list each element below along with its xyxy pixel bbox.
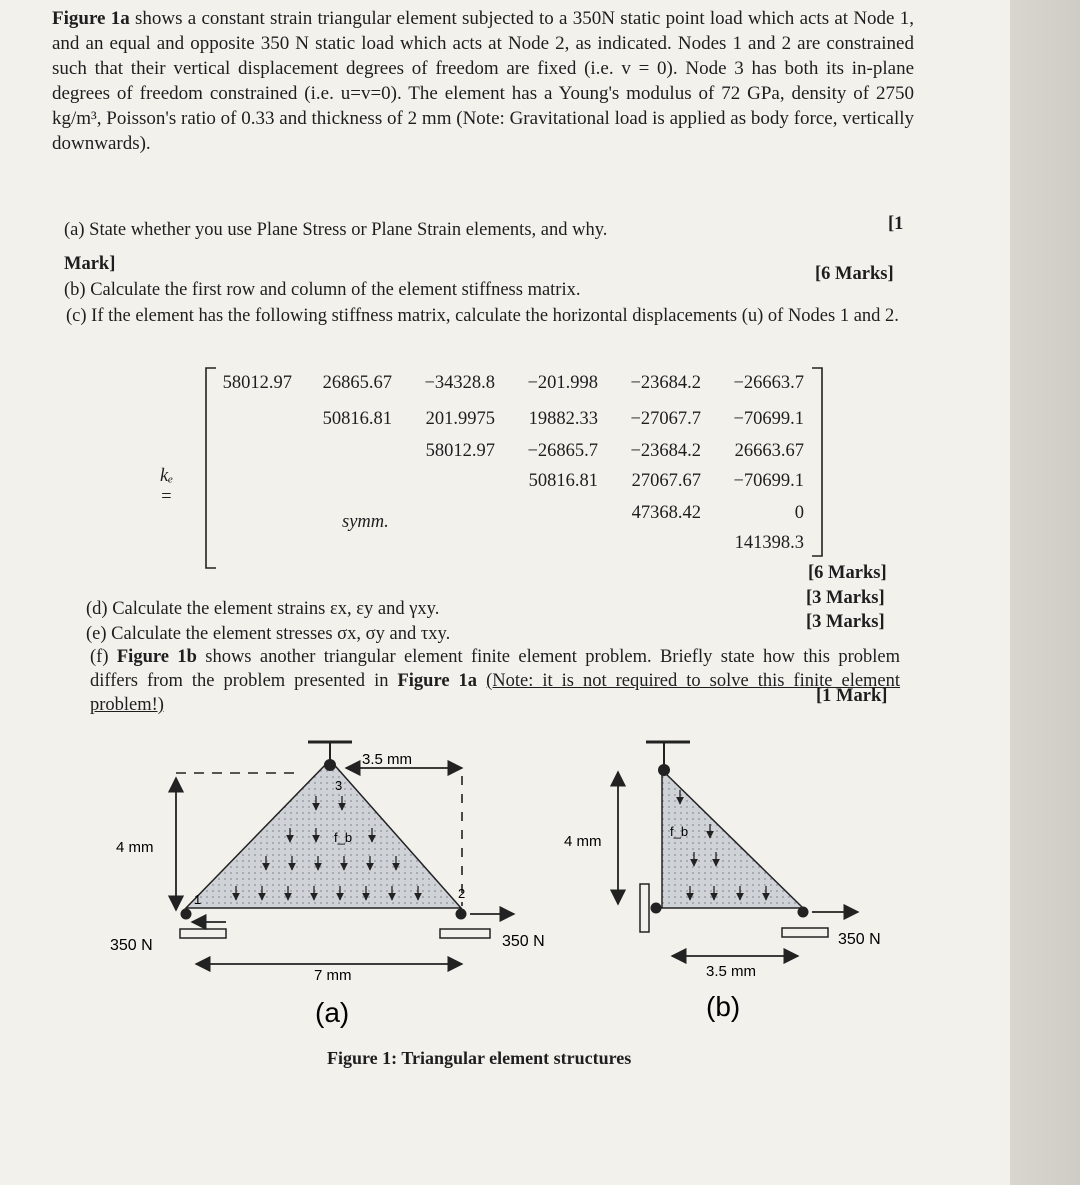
node-left-dot-b [651,903,662,914]
node-3-dot [324,759,336,771]
question-c-marks: [6 Marks] [808,563,887,583]
matrix-label: kₑ = [160,466,174,507]
node-3-label: 3 [335,778,343,793]
question-f-marks: [1 Mark] [816,686,888,706]
node-1-dot [181,909,192,920]
matrix-cell: 26865.67 [322,373,392,393]
figure-a-label: (a) [315,997,350,1028]
question-e: (e) Calculate the element stresses σx, σy and τxy. [86,624,451,644]
question-c: (c) If the element has the following stiffness matrix, calculate the horizontal displacements (u) of Nodes 1 and 2. [66,306,899,326]
figure-a [110,742,545,1028]
matrix-cell: 201.9975 [425,409,495,429]
load-right-label-a: 350 N [502,933,545,950]
question-d-marks: [3 Marks] [806,588,885,608]
dim-top-label: 3.5 mm [362,751,413,768]
matrix-cell: −201.998 [527,373,598,393]
dim-height-label-b: 4 mm [564,833,602,850]
body-force-label-b: f_b [670,824,689,839]
matrix-cell: −27067.7 [630,409,701,429]
question-b: (b) Calculate the first row and column of the element stiffness matrix. [64,280,581,300]
figure-b-label: (b) [706,991,741,1022]
load-left-label: 350 N [110,937,153,954]
matrix-cell: −26663.7 [733,373,804,393]
roller-support-right [440,929,490,938]
matrix-cell: 0 [794,503,804,523]
node-2-dot [456,909,467,920]
roller-support-left [180,929,226,938]
matrix-cell: 50816.81 [322,409,392,429]
dim-height-label-a: 4 mm [116,839,154,856]
question-e-marks: [3 Marks] [806,612,885,632]
question-f-note: (Note: it is not required to solve this finite element problem!) [90,671,901,715]
figure-caption: Figure 1: Triangular element structures [327,1048,632,1068]
node-right-dot-b [798,907,809,918]
node-top-dot-b [658,764,670,776]
question-b-marks: [6 Marks] [815,264,894,284]
dim-base-label-b: 3.5 mm [706,963,757,980]
side-roller-support-b [640,884,649,932]
triangle-element-a [186,760,461,908]
load-right-label-b: 350 N [838,931,881,948]
figure-ref: Figure 1a [52,8,130,29]
question-a: (a) State whether you use Plane Stress or Plane Strain elements, and why. [64,220,608,240]
question-f-label: (f) [90,647,109,667]
matrix-cell: −34328.8 [424,373,495,393]
question-d: (d) Calculate the element strains εx, εy and γxy. [86,599,440,619]
question-f-figure2: Figure 1a [397,671,478,691]
question-a-marks: [1 [888,214,904,234]
question-f-figure: Figure 1b [116,647,197,667]
matrix-cell: −70699.1 [733,471,804,491]
matrix-cell: 58012.97 [222,373,292,393]
matrix-cell: 141398.3 [734,533,804,553]
node-1-label: 1 [194,892,202,907]
matrix-symm: symm. [342,512,389,532]
matrix-cell: −26865.7 [527,441,598,461]
dim-base-label-a: 7 mm [314,967,352,984]
matrix-cell: −70699.1 [733,409,804,429]
matrix-cell: −23684.2 [630,441,701,461]
triangle-element-b [662,770,803,908]
problem-text: shows a constant strain triangular element subjected to a 350N static point load which acts at Node 1, and an equal and opposite 350 N static load which acts at Node 2, as indicated. Nodes 1 and 2 are constrained such that their vertical displacement degrees of freedom are fixed (i.e. v = 0). Node 3 has both its in-plane degrees of freedom constrained (i.e. u=v=0). The element has a Young's modulus of 72 GPa, density of 2750 kg/m³, Poisson's ratio of 0.33 and thickness of 2 mm (Note: Gravitational load is applied as body force, vertically downwards). [52,8,914,154]
matrix-cell: 50816.81 [528,471,598,491]
node-2-label: 2 [458,886,466,901]
body-force-label-a: f_b [334,830,353,845]
question-f-text: shows another triangular element finite element problem. Briefly state how this problem differs from the problem presented in [90,647,901,691]
figure-b [564,742,881,1022]
matrix-cell: −23684.2 [630,373,701,393]
roller-support-b [782,928,828,937]
matrix-cell: 47368.42 [631,503,701,523]
question-a-marks-cont: Mark] [64,254,116,274]
matrix-cell: 27067.67 [631,471,701,491]
matrix-cell: 19882.33 [528,409,598,429]
matrix-cell: 58012.97 [425,441,495,461]
matrix-cell: 26663.67 [734,441,804,461]
